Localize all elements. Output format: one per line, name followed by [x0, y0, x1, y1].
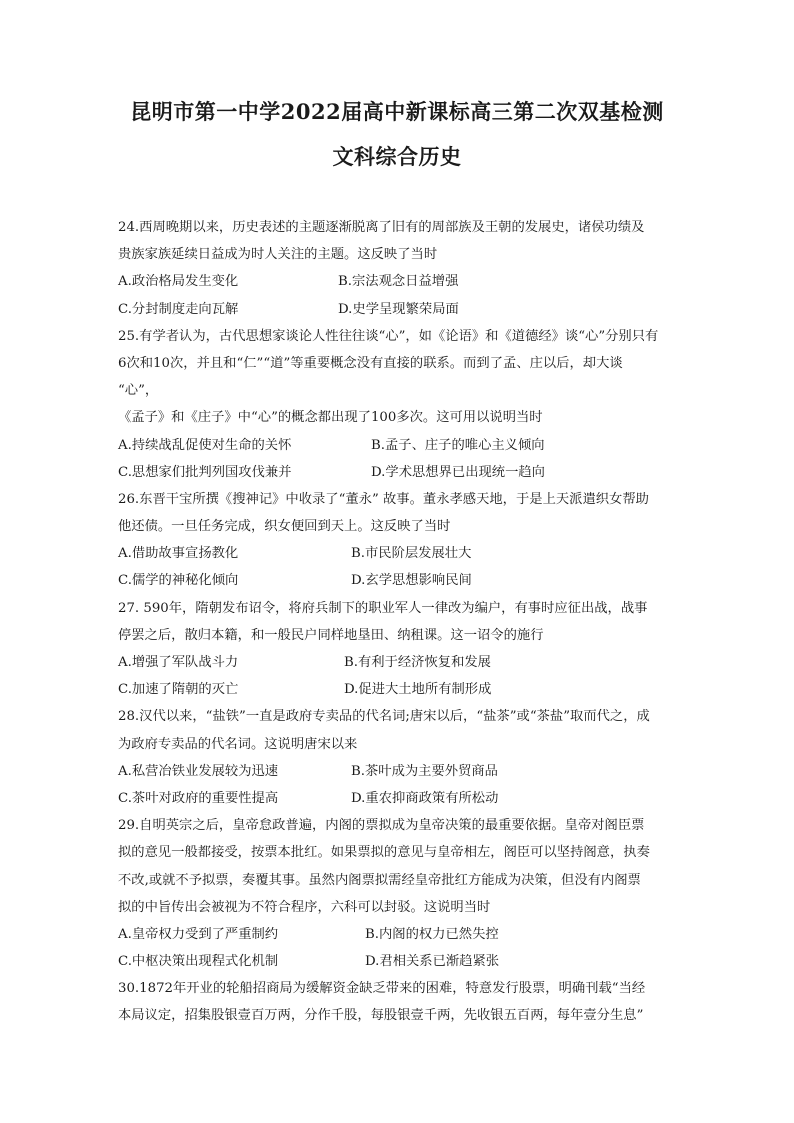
answer-option[interactable]: A.借助故事宣扬教化 — [118, 546, 239, 562]
answer-option[interactable]: B.茶叶成为主要外贸商品 — [351, 763, 498, 779]
option-row — [118, 948, 678, 975]
answer-option[interactable]: D.促进大土地所有制形成 — [344, 682, 492, 698]
question-text-line: 停罢之后，散归本籍，和一般民户同样地垦田、纳租课。这一诏令的施行 — [118, 627, 544, 643]
question-text-line: 28.汉代以来，“盐铁”一直是政府专卖品的代名词;唐宋以后，“盐茶”或“茶盐”取而代之，成 — [118, 709, 650, 725]
question-text-line: 拟的意见一般都接受，按票本批红。如果票拟的意见与皇帝相左，阁臣可以坚持阁意，执奏 — [118, 845, 650, 861]
option-row — [118, 785, 678, 812]
question-text-line: 不改,或就不予拟票，奏覆其事。虽然内阁票拟需经皇帝批红方能成为决策，但没有内阁票 — [118, 872, 641, 888]
question-25 — [118, 323, 678, 486]
answer-option[interactable]: C.加速了隋朝的灭亡 — [118, 682, 239, 698]
answer-option[interactable]: D.史学呈现繁荣局面 — [338, 301, 459, 317]
answer-option[interactable]: A.持续战乱促使对生命的关怀 — [118, 437, 292, 453]
question-text-line: 《孟子》和《庄子》中“心”的概念都出现了100多次。这可用以说明当时 — [118, 410, 543, 426]
question-29 — [118, 812, 678, 975]
question-26 — [118, 486, 678, 595]
option-row — [118, 540, 678, 567]
answer-option[interactable]: B.宗法观念日益增强 — [338, 274, 459, 290]
answer-option[interactable]: D.重农抑商政策有所松动 — [351, 790, 499, 806]
question-text-line: 为政府专卖品的代名词。这说明唐宋以来 — [118, 736, 358, 752]
answer-option[interactable]: C.茶叶对政府的重要性提高 — [118, 790, 279, 806]
answer-option[interactable]: C.儒学的神秘化倾向 — [118, 573, 239, 589]
question-28 — [118, 703, 678, 812]
question-27 — [118, 595, 678, 704]
question-text-line: 26.东晋干宝所撰《搜神记》中收录了“董永” 故事。董永孝感天地，于是上天派遣织女帮助 — [118, 491, 649, 507]
answer-option[interactable]: A.私营冶铁业发展较为迅速 — [118, 763, 279, 779]
option-row — [118, 432, 678, 459]
answer-option[interactable]: B.孟子、庄子的唯心主义倾向 — [371, 437, 545, 453]
question-text-line: 6次和10次，并且和“仁”“道”等重要概念没有直接的联系。而到了孟、庄以后，却大谈 — [118, 355, 623, 371]
answer-option[interactable]: D.君相关系已渐趋紧张 — [365, 954, 500, 970]
question-text-line: 29.自明英宗之后，皇帝怠政普遍，内阁的票拟成为皇帝决策的最重要依据。皇帝对阁臣票 — [118, 818, 645, 834]
question-list — [118, 214, 678, 1030]
question-text-line: 30.1872年开业的轮船招商局为缓解资金缺乏带来的困难，特意发行股票，明确刊载“当经 — [118, 981, 646, 997]
option-row — [118, 567, 678, 594]
answer-option[interactable]: B.市民阶层发展壮大 — [351, 546, 472, 562]
question-text-line: 他还债。一旦任务完成，织女便回到天上。这反映了当时 — [118, 519, 451, 535]
answer-option[interactable]: A.政治格局发生变化 — [118, 274, 239, 290]
question-text-line: 25.有学者认为，古代思想家谈论人性往往谈“心”，如《论语》和《道德经》谈“心”分别只有 — [118, 328, 659, 344]
answer-option[interactable]: A.增强了军队战斗力 — [118, 655, 239, 670]
question-30 — [118, 975, 678, 1029]
option-row — [118, 676, 678, 703]
answer-option[interactable]: D.学术思想界已出现统一趋向 — [371, 464, 545, 480]
question-text-line: 本局议定，招集股银壹百万两，分作千股，每股银壹千两，先收银五百两，每年壹分生息” — [118, 1008, 644, 1024]
question-text-line: 24.西周晚期以来，历史表述的主题逐渐脱离了旧有的周部族及王朝的发展史，诸侯功绩及 — [118, 220, 645, 235]
question-text-line: 27. 590年，隋朝发布诏令，将府兵制下的职业军人一律改为编户，有事时应征出战，战事 — [118, 600, 648, 616]
option-row — [118, 758, 678, 785]
exam-subtitle: 文科综合历史 — [332, 144, 462, 169]
answer-option[interactable]: D.玄学思想影响民间 — [351, 573, 472, 589]
question-24 — [118, 214, 678, 323]
option-row — [118, 649, 678, 676]
answer-option[interactable]: B.内阁的权力已然失控 — [365, 926, 499, 942]
option-row — [118, 459, 678, 486]
answer-option[interactable]: C.中枢决策出现程式化机制 — [118, 954, 279, 970]
question-text-line: “心”， — [118, 383, 159, 399]
option-row — [118, 921, 678, 948]
option-row — [118, 296, 678, 323]
answer-option[interactable]: C.分封制度走向瓦解 — [118, 301, 239, 317]
question-text-line: 贵族家族延续日益成为时人关注的主题。这反映了当时 — [118, 247, 438, 263]
answer-option[interactable]: B.有利于经济恢复和发展 — [344, 655, 491, 670]
answer-option[interactable]: A.皇帝权力受到了严重制约 — [118, 926, 279, 942]
question-text-line: 拟的中旨传出会被视为不符合程序，六科可以封驳。这说明当时 — [118, 899, 491, 915]
answer-option[interactable]: C.思想家们批判列国攻伐兼并 — [118, 464, 292, 480]
exam-title: 昆明市第一中学2022届高中新课标高三第二次双基检测 — [130, 99, 664, 124]
option-row — [118, 268, 678, 295]
